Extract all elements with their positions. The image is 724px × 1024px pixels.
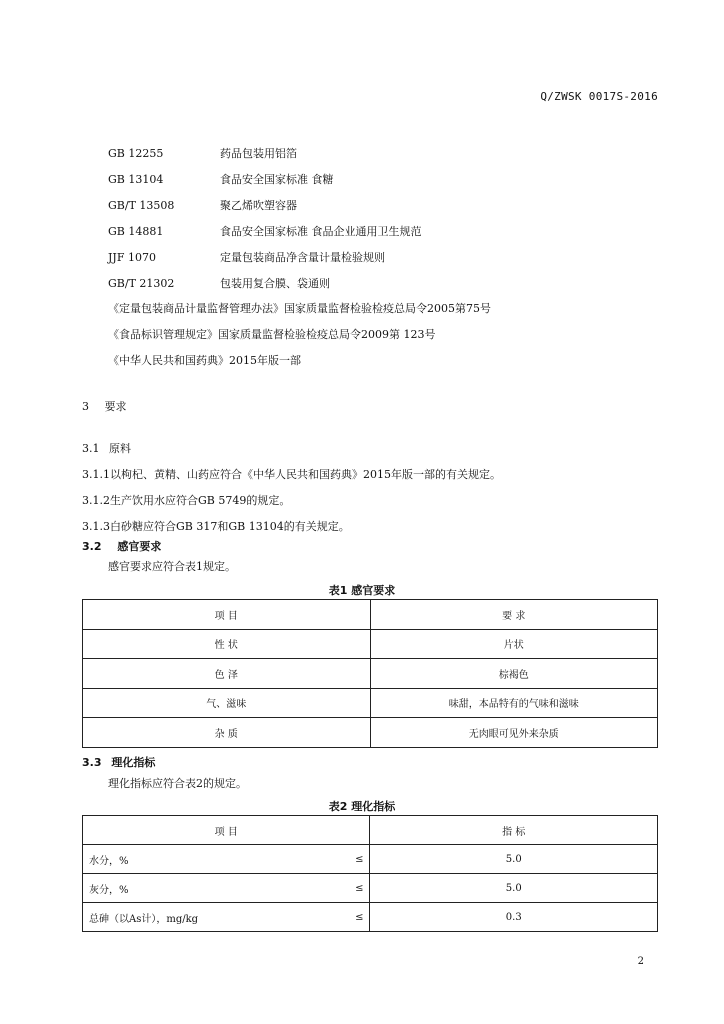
reference-item [108,192,422,218]
reference-code: GB 12255 [108,146,164,160]
reference-title: 包装用复合膜、袋通则 [220,277,330,290]
table-row [83,845,658,874]
item-cell: 灰分，% [83,874,296,903]
reference-code: JJF 1070 [108,250,156,264]
reference-title: 聚乙烯吹塑容器 [220,199,297,212]
regulation-line: 《定量包装商品计量监督管理办法》国家质量监督检验检疫总局令2005第75号 [108,302,491,315]
item-cell: 性 状 [83,629,371,659]
document-id-header: Q/ZWSK 0017S-2016 [540,90,658,103]
regulation-line: 《中华人民共和国药典》2015年版一部 [108,354,301,367]
reference-item [108,218,422,244]
section-title: 感官要求 [117,540,162,553]
item-cell: 杂 质 [83,718,371,748]
requirement-cell: 味甜，本品特有的气味和滋味 [370,688,658,718]
requirement-cell: 棕褐色 [370,659,658,689]
section-title: 理化指标 [111,756,156,769]
table-2-caption: 表2 理化指标 [328,800,396,813]
table-row [83,718,658,748]
table-row [83,629,658,659]
operator-cell: ≤ [296,874,370,903]
item-cell: 总砷（以As计），mg/kg [83,903,296,932]
reference-item [108,244,422,270]
reference-title: 食品安全国家标准 食品企业通用卫生规范 [220,225,422,238]
section-number: 3.1 [82,442,100,455]
clause-3-1-2: 3.1.2生产饮用水应符合GB 5749的规定。 [82,494,291,507]
value-cell: 0.3 [370,903,658,932]
section-3-3-heading [82,754,155,770]
requirement-cell: 无肉眼可见外来杂质 [370,718,658,748]
clause-3-1-1: 3.1.1以枸杞、黄精、山药应符合《中华人民共和国药典》2015年版一部的有关规定。 [82,468,501,481]
section-title: 原料 [109,442,131,455]
reference-code: GB 13104 [108,172,164,186]
section-3-3-text: 理化指标应符合表2的规定。 [108,777,247,790]
reference-code: GB 14881 [108,224,164,238]
section-3-1-heading [82,440,131,456]
header-cell: 项 目 [83,816,370,845]
sensory-requirements-table [82,599,658,748]
reference-item [108,140,422,166]
table-row [83,874,658,903]
page-number: 2 [637,956,644,967]
physicochemical-indicators-table [82,815,658,932]
table-row [83,903,658,932]
item-cell: 色 泽 [83,659,371,689]
reference-code: GB/T 13508 [108,198,175,212]
section-3-2-heading [82,538,161,554]
section-title: 要求 [104,400,127,413]
value-cell: 5.0 [370,845,658,874]
item-cell: 气、滋味 [83,688,371,718]
section-number: 3.2 [82,540,102,553]
operator-cell: ≤ [296,845,370,874]
table-row [83,688,658,718]
section-3-heading [82,398,127,414]
reference-title: 药品包装用铝箔 [220,147,297,160]
table-header-row [83,600,658,630]
header-cell: 项 目 [83,600,371,630]
header-cell: 要 求 [370,600,658,630]
clause-3-1-3: 3.1.3白砂糖应符合GB 317和GB 13104的有关规定。 [82,520,350,533]
section-3-2-text: 感官要求应符合表1规定。 [108,560,236,573]
table-header-row [83,816,658,845]
section-number: 3.3 [82,756,102,769]
reference-title: 食品安全国家标准 食糖 [220,173,334,186]
reference-title: 定量包装商品净含量计量检验规则 [220,251,385,264]
requirement-cell: 片状 [370,629,658,659]
operator-cell: ≤ [296,903,370,932]
reference-item [108,270,422,296]
reference-item [108,166,422,192]
item-cell: 水分，% [83,845,296,874]
section-number: 3 [82,400,89,413]
table-1-caption: 表1 感官要求 [328,584,396,597]
header-cell: 指 标 [370,816,658,845]
normative-references-list [108,140,422,296]
reference-code: GB/T 21302 [108,276,175,290]
value-cell: 5.0 [370,874,658,903]
table-row [83,659,658,689]
regulation-line: 《食品标识管理规定》国家质量监督检验检疫总局令2009第 123号 [108,328,436,341]
